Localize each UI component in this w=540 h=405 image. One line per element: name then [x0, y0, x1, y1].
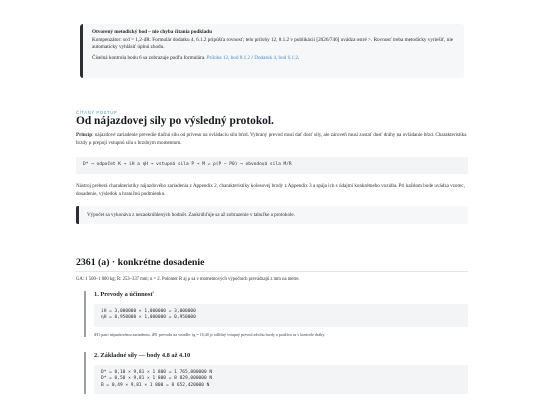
rounding-callout: Výpočet sa vykonáva z nezaokrúhlených hodnôt. Zaokrúhľuje sa až zobrazenie v tabuľke a protokole. [76, 206, 468, 224]
section-kicker: ČÍTANÝ POSTUP [76, 110, 118, 115]
section-title: Od nájazdovej sily po výsledný protokol. [76, 115, 274, 127]
notice-end: . [298, 54, 300, 61]
code-line: D* = 0,50 × 9,81 × 1 800 = 8 829,000000 N [101, 376, 213, 382]
block-zakladne-sily [84, 352, 468, 394]
code-line: ηH = 0,950000 × 1,000000 = 0,950000 [101, 315, 196, 321]
code-line: B = 0,49 × 9,81 × 1 800 = 8 652,420000 N [101, 382, 210, 388]
block-prevody [84, 291, 468, 337]
calc-subtitle: GA: 1 500–1 800 kg; R: 253–337 mm; n = 2. Polomer R aj ρ sa v momentových výpočtoch prevádzajú z mm na metre. [76, 277, 300, 282]
block-sily-code [94, 365, 468, 394]
link-dodatok-4[interactable]: Dodatok 4, bod 6.1.2 [254, 54, 299, 61]
block-prevody-note: iH1 patrí nájazdovému zariadeniu, iH1 prevodu na vozidle. ig = 16,40 je odlišný vstupný prevod zdvihu brzdy a používa sa v kontrole dráhy. [94, 331, 326, 337]
method-notice [80, 24, 464, 78]
formula-text: D* → odpočet K → iH a ηH → vstupná sila P → M = ρ(P − P0) → obvodová sila M/R [83, 162, 292, 167]
notice-text: Kompenzátor: scd = 1,2·dR. Formulár dodatku 4, 6.1.2 pripúšťa rovnosť; telo prílohy 12, 8.1.2 v publikácii [2026/746] uvádza ostré >. Rovnosť treba metodicky vyriešiť, nie automaticky vyhlásiť úplnú zhodu. [92, 36, 454, 51]
title-divider [76, 271, 468, 272]
block-sily-title: 2. Základné sily — body 4.8 až 4.10 [94, 352, 191, 359]
formula-block [76, 157, 468, 174]
notice-check-line [92, 55, 456, 63]
code-line: iH = 3,000000 × 1,000000 = 3,000000 [101, 309, 196, 314]
code-line: D* = 0,10 × 9,81 × 1 800 = 1 765,800000 N [101, 370, 213, 375]
notice-check-text: Číselná kontrola bodu 6 sa zobrazuje podľa formulára. [92, 54, 206, 61]
link-priloha-12[interactable]: Príloha 12, bod 8.1.2 [206, 54, 251, 61]
principle-paragraph [76, 131, 468, 147]
principle-label: Princíp [76, 132, 93, 138]
block-prevody-title: 1. Prevody a účinnosť [94, 291, 154, 298]
link-separator: / [250, 54, 255, 61]
principle-text: : nájazdové zariadenie prevedie tlačnú silu od prívesu na ovládaciu silu bŕzd. Vybraný prevod musí dať dosť sily, ale zároveň musí zostať dosť dráhy na ovládanie bŕzd. Charakteristika brzdy ρ prepojí vstupnú silu s brzdným momentom. [76, 132, 467, 146]
calc-section-title: 2361 (a) · konkrétne dosadenie [76, 257, 205, 268]
notice-title: Otvorený metodický bod – nie chyba čítania podkladu [92, 29, 212, 35]
appendix-paragraph: Nástroj preberá charakteristiky nájazdového zariadenia z Appendix 2, charakteristiky kolesovej brzdy z Appendix 3 a spája ich s údajmi konkrétneho vozidla. Pri každom bode uvádza vzorec, dosadenie, výsledok a hraničnú podmienku. [76, 183, 465, 197]
block-prevody-code [94, 304, 468, 327]
